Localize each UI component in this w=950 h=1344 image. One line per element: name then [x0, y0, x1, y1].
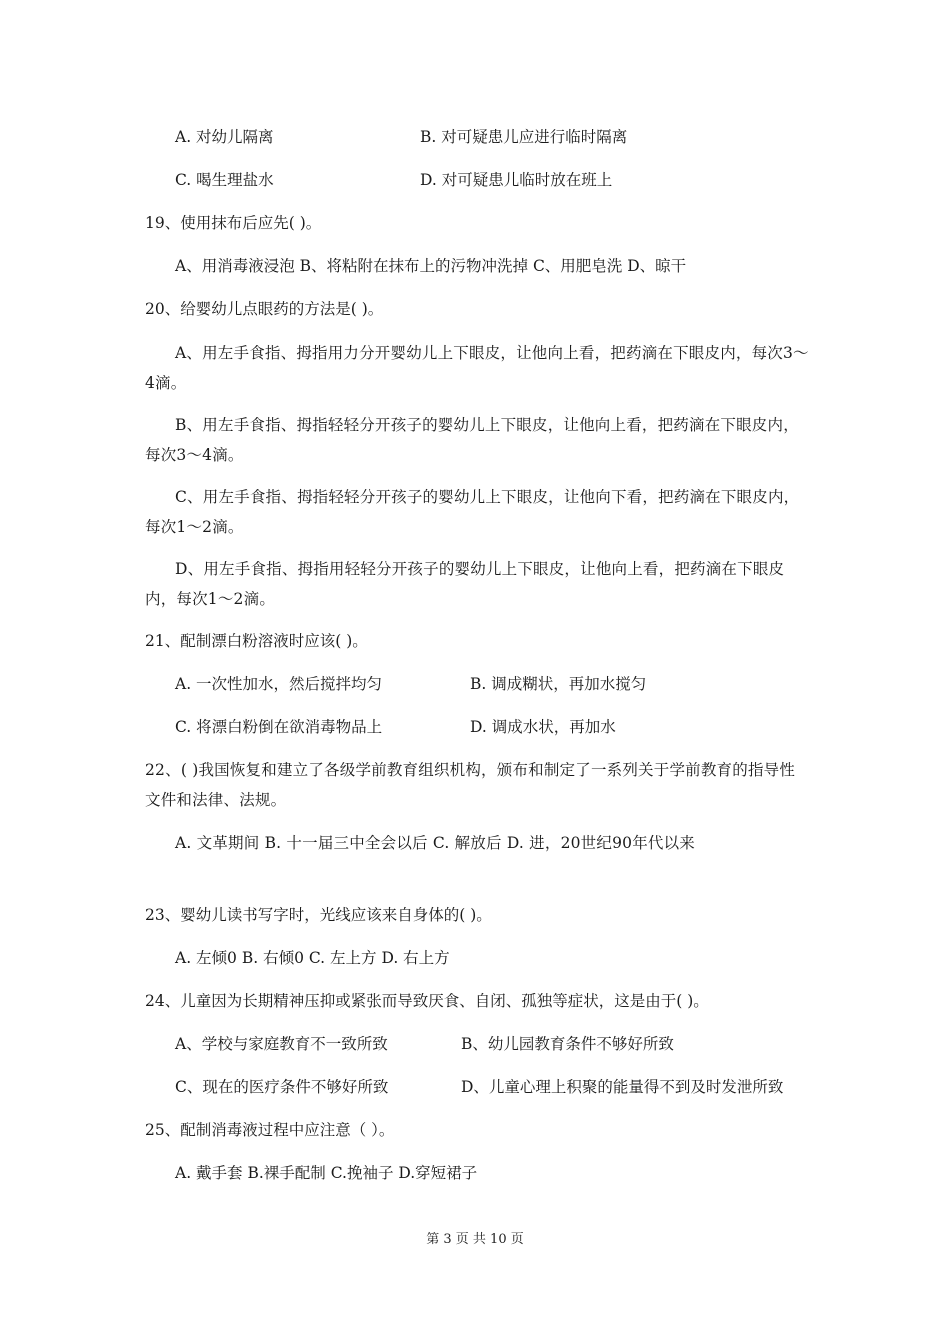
q21-option-b: B. 调成糊状，再加水搅匀: [470, 675, 647, 693]
q18-option-d: D. 对可疑患儿临时放在班上: [420, 171, 613, 189]
q22-stem: 22、( )我国恢复和建立了各级学前教育组织机构，颁布和制定了一系列关于学前教育的指导性文件和法律、法规。: [145, 761, 796, 809]
q20-option-c: C、用左手食指、拇指轻轻分开孩子的婴幼儿上下眼皮，让他向下看，把药滴在下眼皮内，每次1～2滴。: [145, 488, 800, 536]
q23-options: A. 左倾0 B. 右倾0 C. 左上方 D. 右上方: [175, 949, 450, 967]
q21-stem: 21、配制漂白粉溶液时应该( )。: [145, 632, 368, 650]
q23-stem: 23、婴幼儿读书写字时，光线应该来自身体的( )。: [145, 906, 492, 924]
q20-option-d: D、用左手食指、拇指用轻轻分开孩子的婴幼儿上下眼皮，让他向上看，把药滴在下眼皮内，每次1～2滴。: [145, 560, 785, 608]
q21-option-a: A. 一次性加水，然后搅拌均匀: [175, 675, 383, 693]
q21-option-d: D. 调成水状，再加水: [470, 718, 616, 736]
q24-option-c: C、现在的医疗条件不够好所致: [175, 1078, 389, 1096]
q20-option-b: B、用左手食指、拇指轻轻分开孩子的婴幼儿上下眼皮，让他向上看，把药滴在下眼皮内，每次3～4滴。: [145, 416, 799, 464]
q18-option-c: C. 喝生理盐水: [175, 171, 274, 189]
q20-option-a: A、用左手食指、拇指用力分开婴幼儿上下眼皮，让他向上看，把药滴在下眼皮内，每次3～4滴。: [145, 344, 809, 392]
q19-options: A、用消毒液浸泡 B、将粘附在抹布上的污物冲洗掉 C、用肥皂洗 D、晾干: [175, 257, 687, 275]
q21-option-c: C. 将漂白粉倒在欲消毒物品上: [175, 718, 383, 736]
q24-stem: 24、儿童因为长期精神压抑或紧张而导致厌食、自闭、孤独等症状，这是由于( )。: [145, 992, 709, 1010]
q18-option-b: B. 对可疑患儿应进行临时隔离: [420, 128, 628, 146]
q24-option-a: A、学校与家庭教育不一致所致: [175, 1035, 388, 1053]
q25-options: A. 戴手套 B.裸手配制 C.挽袖子 D.穿短裙子: [175, 1164, 478, 1182]
q25-stem: 25、配制消毒液过程中应注意（ ）。: [145, 1121, 395, 1139]
q20-stem: 20、给婴幼儿点眼药的方法是( )。: [145, 300, 384, 318]
q22-options: A. 文革期间 B. 十一届三中全会以后 C. 解放后 D. 进，20世纪90年代以来: [175, 834, 696, 852]
q18-option-a: A. 对幼儿隔离: [175, 128, 274, 146]
q24-option-b: B、幼儿园教育条件不够好所致: [461, 1035, 674, 1053]
q24-option-d: D、儿童心理上积聚的能量得不到及时发泄所致: [461, 1078, 784, 1096]
q19-stem: 19、使用抹布后应先( )。: [145, 214, 322, 232]
page-number-footer: 第 3 页 共 10 页: [426, 1232, 524, 1247]
